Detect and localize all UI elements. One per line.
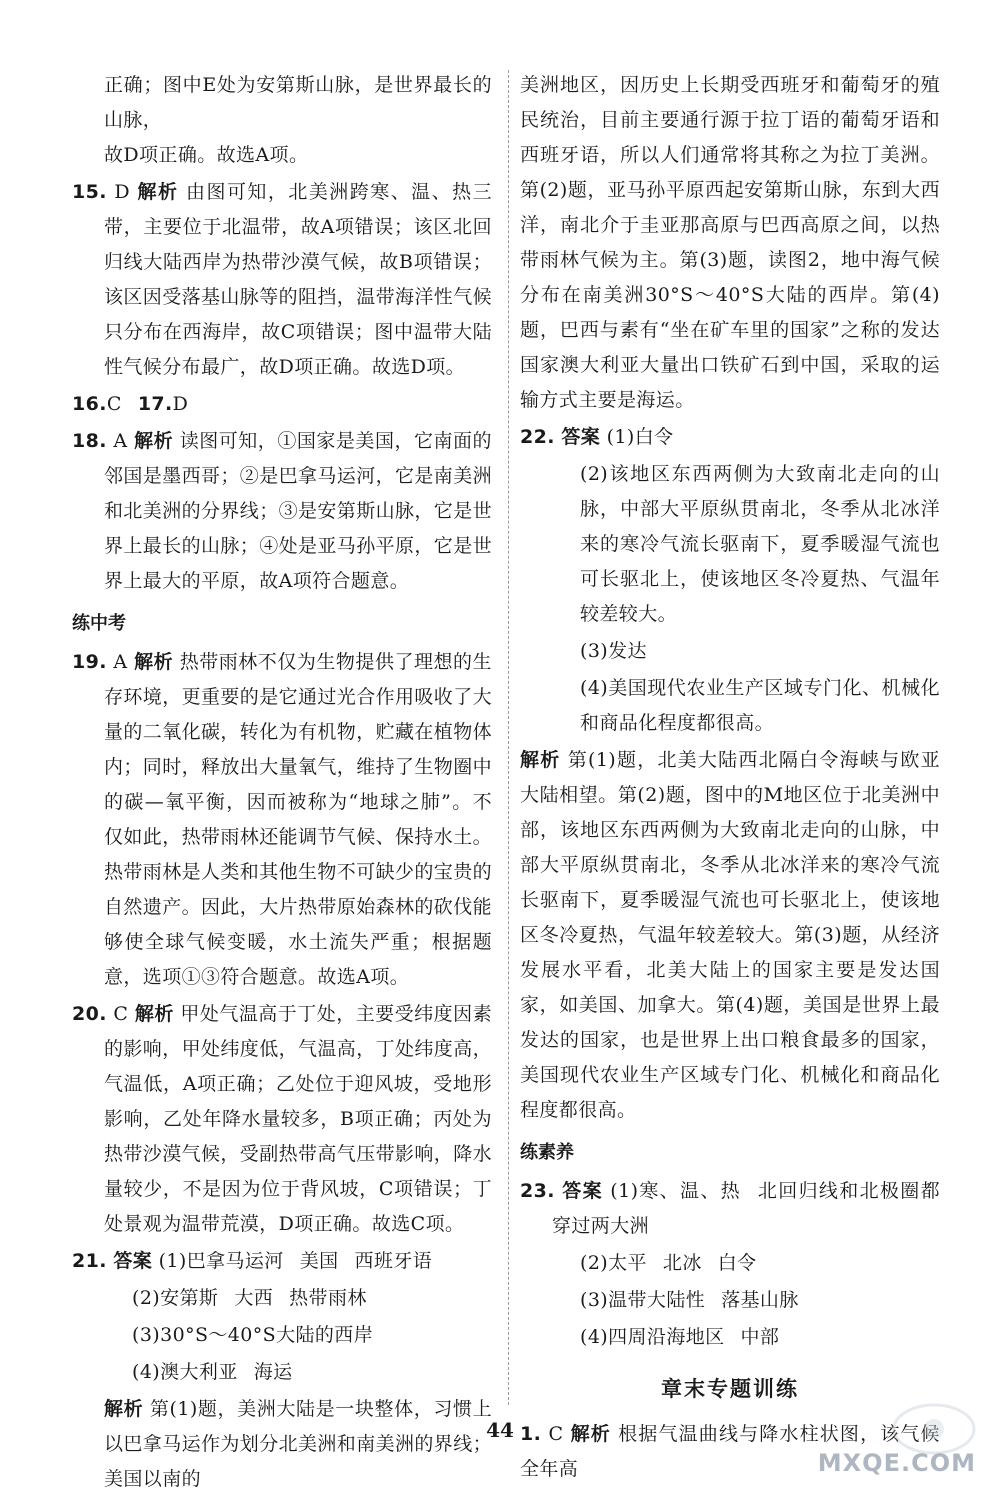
question-15: 15. D 解析 由图可知，北美洲跨寒、温、热三带，主要位于北温带，故A项错误；该区北回归线大陆西岸为热带沙漠气候，故B项错误；该区因受落基山脉等的阻挡，温带海洋性气候只分布在西海岸，故C项错误；图中温带大陆性气候分布最广，故D项正确。故选D项。 bbox=[72, 181, 493, 378]
chapter-question-1: 1. C 解析 根据气温曲线与降水柱状图，该气候全年高 bbox=[520, 1423, 940, 1480]
question-21-answer-3: (3)30°S～40°S大陆的西岸 bbox=[132, 1324, 374, 1346]
section-heading-zhongkao: 练中考 bbox=[72, 613, 126, 634]
watermark-text: MXQE.COM bbox=[817, 1449, 976, 1477]
question-22-answer-4: (4)美国现代农业生产区域专门化、机械化和商品化程度都很高。 bbox=[580, 677, 940, 734]
question-21-analysis: 解析 第(1)题，美洲大陆是一块整体，习惯上以巴拿马运作为划分北美洲和南美洲的界线；美国以南的 bbox=[104, 1398, 493, 1490]
question-22-answer-1: 22. 答案 (1)白令 bbox=[520, 426, 674, 448]
question-19: 19. A 解析 热带雨林不仅为生物提供了理想的生存环境，更重要的是它通过光合作用吸收了大量的二氧化碳，转化为有机物，贮藏在植物体内；同时，释放出大量氧气，维持了生物圈中的碳—氧平衡，因而被称为“地球之肺”。不仅如此，热带雨林还能调节气候、保持水土。热带雨林是人类和其他生物不可缺少的宝贵的自然遗产。因此，大片热带原始森林的砍伐能够使全球气候变暖，水土流失严重；根据题意，选项①③符合题意。故选A项。 bbox=[72, 651, 493, 988]
question-21-answer-1: 21. 答案 (1)巴拿马运河 美国 西班牙语 bbox=[72, 1250, 433, 1272]
right-column bbox=[520, 68, 940, 1489]
question-23-answer-3: (3)温带大陆性 落基山脉 bbox=[580, 1289, 799, 1311]
question-20: 20. C 解析 甲处气温高于丁处，主要受纬度因素的影响，甲处纬度低，气温高，丁处纬度高，气温低，A项正确；乙处位于迎风坡，受地形影响，乙处年降水量较多，B项正确；丙处为热带沙漠气候，受副热带高气压带影响，降水量较少，不是因为位于背风坡，C项错误；丁处景观为温带荒漠，D项正确。故选C项。 bbox=[72, 1003, 493, 1235]
question-18: 18. A 解析 读图可知，①国家是美国，它南面的邻国是墨西哥；②是巴拿马运河，它是南美洲和北美洲的分界线；③是安第斯山脉，它是世界上最长的山脉；④处是亚马孙平原，它是世界上最大的平原，故A项符合题意。 bbox=[72, 430, 493, 592]
question-23-answer-1: 23. 答案 (1)寒、温、热 北回归线和北极圈都穿过两大洲 bbox=[520, 1180, 940, 1237]
column-divider bbox=[508, 70, 509, 1405]
page-number: 44 bbox=[486, 1418, 514, 1442]
question-22-answer-2: (2)该地区东西两侧为大致南北走向的山脉，中部大平原纵贯南北，冬季从北冰洋来的寒冷气流长驱南下，夏季暖湿气流也可长驱北上，使该地区冬冷夏热、气温年较差较大。 bbox=[580, 463, 940, 625]
question-22-analysis: 解析 第(1)题，北美大陆西北隔白令海峡与欧亚大陆相望。第(2)题，图中的M地区位于北美洲中部，该地区东西两侧为大致南北走向的山脉，中部大平原纵贯南北，冬季从北冰洋来的寒冷气流长驱南下，夏季暖湿气流也可长驱北上，使该地区冬冷夏热，气温年较差较大。第(3)题，从经济发展水平看，北美大陆上的国家主要是发达国家，如美国、加拿大。第(4)题，美国是世界上最发达的国家，也是世界上出口粮食最多的国家，美国现代农业生产区域专门化、机械化和商品化程度都很高。 bbox=[520, 749, 940, 1121]
question-21-answer-2: (2)安第斯 大西 热带雨林 bbox=[132, 1287, 367, 1309]
continued-text: 正确；图中E处为安第斯山脉，是世界最长的山脉， 故D项正确。故选A项。 bbox=[104, 74, 492, 166]
section-heading-suyang: 练素养 bbox=[520, 1142, 574, 1163]
question-23-answer-4: (4)四周沿海地区 中部 bbox=[580, 1326, 780, 1348]
question-21-answer-4: (4)澳大利亚 海运 bbox=[132, 1361, 293, 1383]
question-23-answer-2: (2)太平 北冰 白令 bbox=[580, 1252, 757, 1274]
left-column bbox=[72, 68, 492, 1499]
question-16-17: 16.C 17.D bbox=[72, 393, 189, 415]
question-22-answer-3: (3)发达 bbox=[580, 640, 647, 662]
chapter-title: 章末专题训练 bbox=[661, 1377, 799, 1401]
question-21-analysis-continued: 美洲地区，因历史上长期受西班牙和葡萄牙的殖民统治，目前主要通行源于拉丁语的葡萄牙语和西班牙语，所以人们通常将其称之为拉丁美洲。第(2)题，亚马孙平原西起安第斯山脉，东到大西洋，南北介于圭亚那高原与巴西高原之间，以热带雨林气候为主。第(3)题，读图2，地中海气候分布在南美洲30°S～40°S大陆的西岸。第(4)题，巴西与素有“坐在矿车里的国家”之称的发达国家澳大利亚大量出口铁矿石到中国，采取的运输方式主要是海运。 bbox=[520, 74, 940, 411]
